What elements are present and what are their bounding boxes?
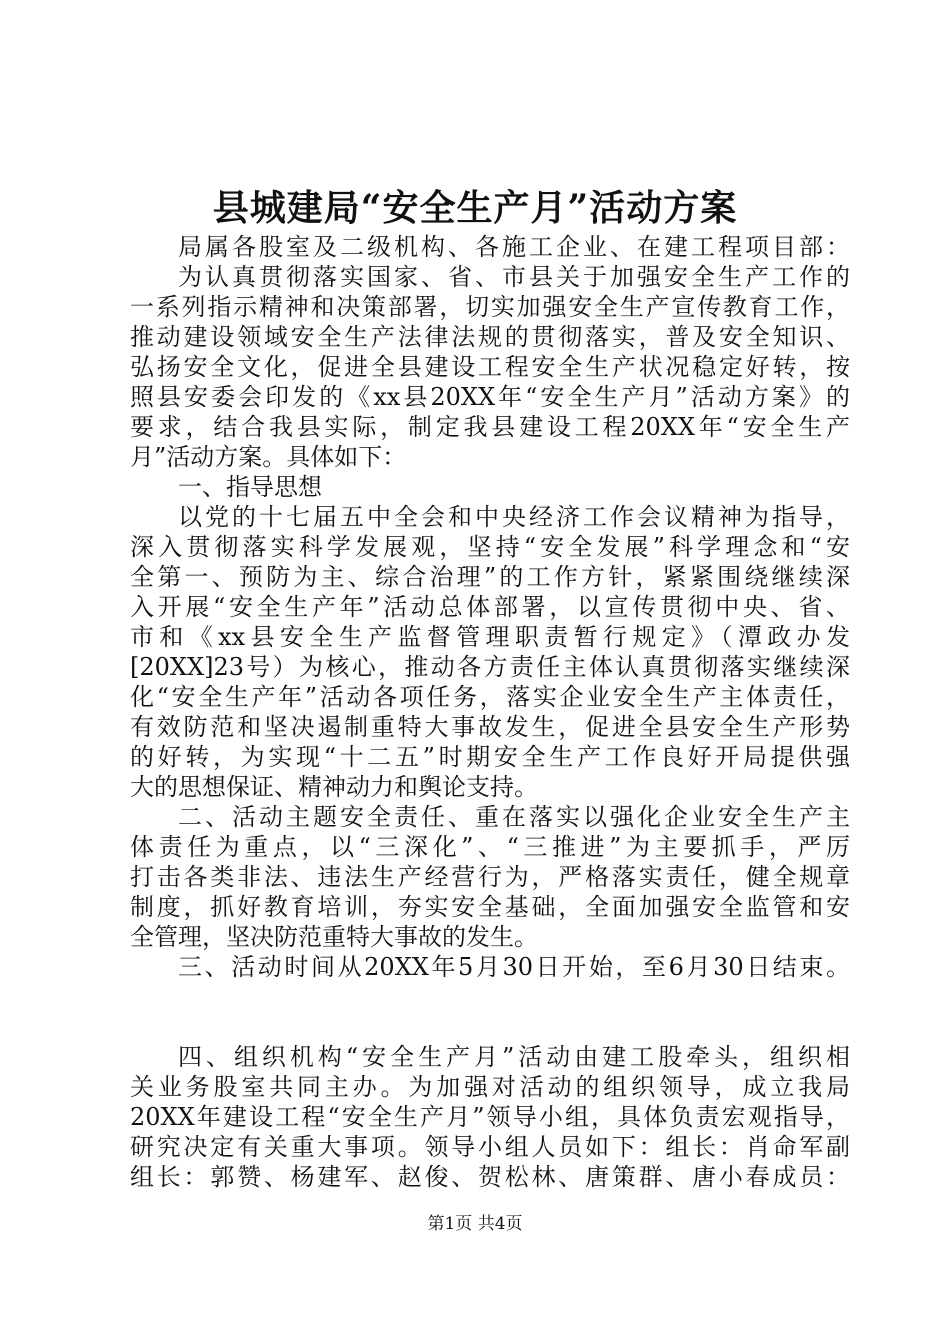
body-line: 大的思想保证、精神动力和舆论支持。 — [130, 773, 538, 801]
body-line: 组长：郭赞、杨建军、赵俊、贺松林、唐策群、唐小春成员： — [130, 1163, 850, 1191]
body-line: 月”活动方案。具体如下： — [130, 443, 407, 471]
body-line: 全管理，坚决防范重特大事故的发生。 — [130, 923, 538, 951]
page-indicator: 第1页 共4页 — [427, 1214, 523, 1234]
body-line: [20XX]23号）为核心，推动各方责任主体认真贯彻落实继续深 — [130, 653, 850, 681]
body-line: 化“安全生产年”活动各项任务，落实企业安全生产主体责任， — [130, 683, 850, 711]
body-line: 研究决定有关重大事项。领导小组人员如下：组长：肖命军副 — [130, 1133, 850, 1161]
document-title: 县城建局“安全生产月”活动方案 — [212, 187, 738, 229]
body-line: 打击各类非法、违法生产经营行为，严格落实责任，健全规章 — [130, 863, 850, 891]
body-line: 为认真贯彻落实国家、省、市县关于加强安全生产工作的 — [178, 263, 850, 291]
body-line: 局属各股室及二级机构、各施工企业、在建工程项目部： — [178, 233, 850, 261]
body-line: 要求，结合我县实际，制定我县建设工程20XX年“安全生产 — [130, 413, 850, 441]
body-line: 弘扬安全文化，促进全县建设工程安全生产状况稳定好转，按 — [130, 353, 850, 381]
body-line: 深入贯彻落实科学发展观，坚持“安全发展”科学理念和“安 — [130, 533, 850, 561]
paragraph-gap — [130, 982, 850, 1042]
section-heading: 一、指导思想 — [178, 473, 322, 501]
body-line: 制度，抓好教育培训，夯实安全基础，全面加强安全监管和安 — [130, 893, 850, 921]
body-line: 体责任为重点，以“三深化”、“三推进”为主要抓手，严厉 — [130, 833, 850, 861]
body-line: 二、活动主题安全责任、重在落实以强化企业安全生产主 — [178, 803, 850, 831]
body-line: 照县安委会印发的《xx县20XX年“安全生产月”活动方案》的 — [130, 383, 850, 411]
body-line: 以党的十七届五中全会和中央经济工作会议精神为指导， — [178, 503, 850, 531]
body-line: 全第一、预防为主、综合治理”的工作方针，紧紧围绕继续深 — [130, 563, 850, 591]
body-line: 三、活动时间从20XX年5月30日开始，至6月30日结束。 — [178, 953, 850, 981]
body-line: 有效防范和坚决遏制重特大事故发生，促进全县安全生产形势 — [130, 713, 850, 741]
body-line: 关业务股室共同主办。为加强对活动的组织领导，成立我局 — [130, 1073, 850, 1101]
body-line: 入开展“安全生产年”活动总体部署，以宣传贯彻中央、省、 — [130, 593, 850, 621]
body-line: 一系列指示精神和决策部署，切实加强安全生产宣传教育工作， — [130, 293, 850, 321]
body-line: 20XX年建设工程“安全生产月”领导小组，具体负责宏观指导， — [130, 1103, 850, 1131]
body-line: 市和《xx县安全生产监督管理职责暂行规定》（潭政办发 — [130, 623, 850, 651]
document-body — [130, 232, 850, 1192]
body-line: 四、组织机构“安全生产月”活动由建工股牵头，组织相 — [178, 1043, 850, 1071]
body-line: 推动建设领域安全生产法律法规的贯彻落实，普及安全知识、 — [130, 323, 850, 351]
body-line: 的好转，为实现“十二五”时期安全生产工作良好开局提供强 — [130, 743, 850, 771]
